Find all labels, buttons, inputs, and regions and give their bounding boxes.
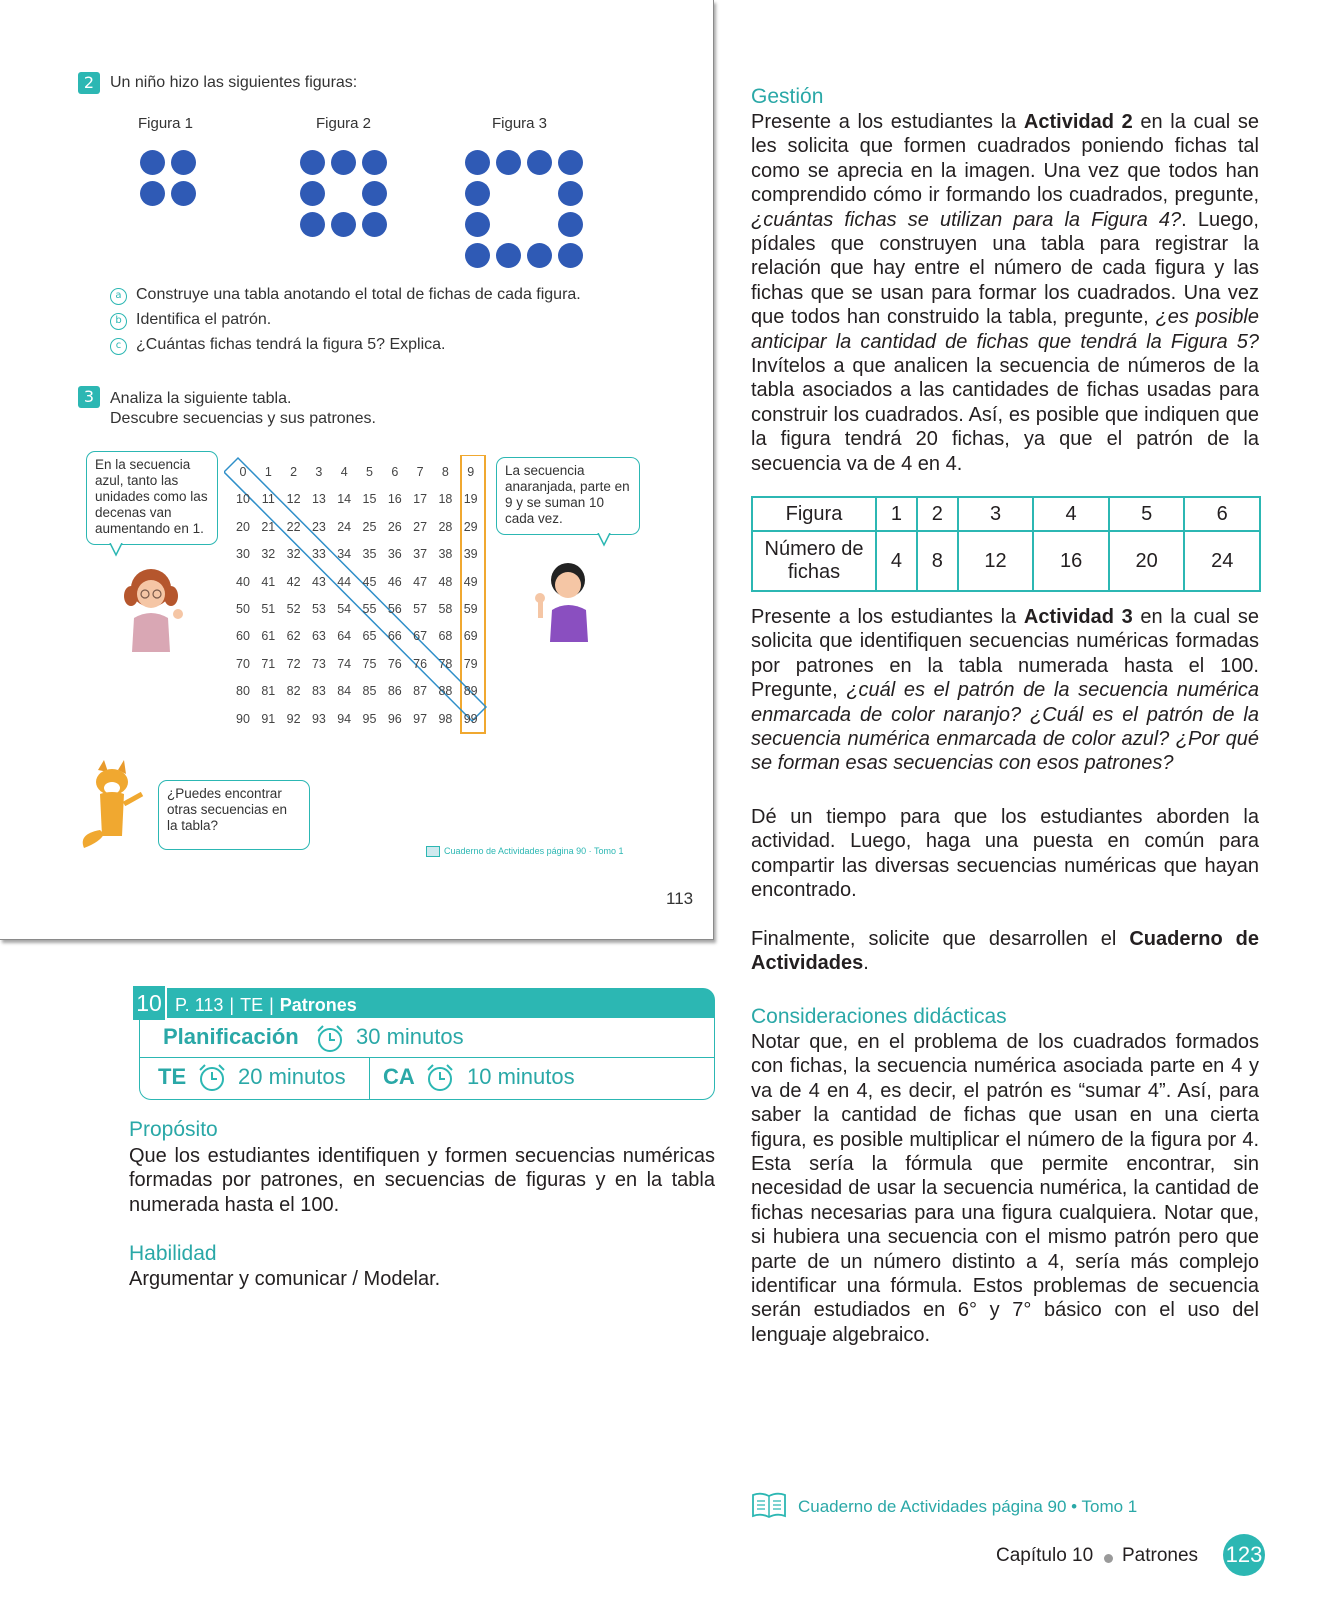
grid-cell: 41	[261, 574, 276, 589]
lesson-te: TE	[240, 995, 264, 1015]
grid-cell: 36	[387, 547, 402, 562]
grid-cell: 6	[391, 465, 399, 479]
option-a-text: Construye una tabla anotando el total de fichas de cada figura.	[136, 286, 581, 303]
grid-cell: 28	[438, 519, 453, 534]
grid-cell: 9	[467, 465, 475, 479]
bubble-tail-right	[596, 533, 616, 547]
grid-cell: 81	[261, 684, 276, 699]
consideraciones-text: Notar que, en el problema de los cuadrados formados con fichas, la secuencia numérica asociada parte en 4 y va de 4 en 4, es decir, el patrón es “sumar 4”. Así, para saber la cantidad de fichas que usan en una cierta figura, es posible multiplicar el número de la figura por 4. Esta sería la fórmula que permite encontrar, sin necesidad de usar la secuencia numérica, la cantidad de fichas necesarias para una figura cualquiera. Notar que, si hubiera una secuencia con el mismo patrón pero que parte de un número distinto a 4, sería más complejo identificar una fórmula. Estos problemas de secuencia serán estudiados en 6° y 7° básico con el uso del lenguaje algebraico.	[751, 1031, 1259, 1346]
proposito-text: Que los estudiantes identifiquen y formen secuencias numéricas formadas por patrones, en secuencias de figuras y en la tabla numerada hasta el 100.	[129, 1145, 715, 1216]
grid-cell: 66	[387, 629, 402, 644]
table-cell: 2	[917, 497, 958, 531]
grid-cell: 87	[413, 684, 428, 699]
table-cell: 20	[1109, 531, 1185, 591]
grid-cell: 58	[438, 602, 453, 616]
grid-cell: 76	[413, 656, 428, 671]
footer-separator-dot	[1104, 1554, 1113, 1563]
figure-2-label: Figura 2	[316, 115, 372, 132]
option-b-marker: b	[110, 313, 127, 330]
figure-dot	[171, 181, 196, 206]
grid-cell: 16	[387, 492, 402, 507]
option-c-marker: c	[110, 338, 127, 355]
grid-cell: 53	[311, 602, 326, 616]
grid-cell: 55	[362, 602, 377, 616]
activity-3-number: 3	[78, 386, 100, 408]
inset-page-number: 113	[666, 889, 694, 908]
boy-illustration	[532, 558, 596, 642]
grid-cell: 24	[337, 519, 352, 534]
option-b-text: Identifica el patrón.	[136, 311, 272, 328]
grid-cell: 96	[387, 711, 402, 726]
gestion-paragraph-4: Finalmente, solicite que desarrollen el Cuaderno de Actividades.	[751, 928, 1259, 975]
grid-cell: 43	[311, 574, 326, 589]
fox-illustration	[78, 760, 148, 850]
ca-label: CA	[383, 1064, 415, 1089]
book-icon	[751, 1492, 787, 1518]
grid-cell: 59	[463, 602, 478, 616]
figure-dot	[558, 150, 583, 175]
figure-dot	[331, 212, 356, 237]
lesson-box-divider	[139, 1057, 715, 1058]
grid-cell: 98	[438, 711, 453, 726]
grid-cell: 61	[261, 629, 276, 644]
activity-3-line2: Descubre secuencias y sus patrones.	[110, 410, 376, 427]
clock-icon	[314, 1024, 346, 1054]
grid-cell: 67	[413, 629, 428, 644]
grid-cell: 63	[311, 629, 326, 644]
grid-cell: 74	[337, 656, 352, 671]
grid-cell: 32	[286, 547, 301, 562]
grid-cell: 88	[438, 684, 453, 699]
grid-cell: 76	[387, 656, 402, 671]
grid-cell: 20	[236, 519, 250, 534]
grid-cell: 19	[463, 492, 478, 507]
grid-cell: 30	[236, 547, 250, 562]
grid-cell: 11	[261, 492, 275, 507]
grid-cell: 86	[387, 684, 402, 699]
grid-cell: 32	[261, 547, 276, 562]
grid-cell: 60	[236, 629, 250, 644]
lesson-header-text: P. 113 | TE | Patrones	[175, 995, 357, 1015]
book-icon	[426, 846, 440, 857]
grid-cell: 99	[463, 711, 478, 726]
table-cell: 1	[876, 497, 917, 531]
grid-cell: 35	[362, 547, 377, 562]
figure-dot	[558, 243, 583, 268]
grid-cell: 17	[413, 492, 428, 507]
te-label: TE	[158, 1064, 187, 1089]
grid-cell: 64	[337, 629, 352, 644]
grid-cell: 12	[286, 492, 301, 507]
table-cell: 3	[958, 497, 1034, 531]
figure-dot	[362, 181, 387, 206]
habilidad-text: Argumentar y comunicar / Modelar.	[129, 1268, 441, 1290]
grid-cell: 52	[286, 602, 301, 616]
grid-cell: 8	[441, 465, 449, 479]
footer-chapter: Capítulo 10	[996, 1545, 1094, 1566]
table-cell: 24	[1184, 531, 1260, 591]
grid-cell: 5	[366, 465, 373, 479]
proposito-heading: Propósito	[129, 1118, 218, 1141]
grid-cell: 29	[463, 519, 478, 534]
grid-cell: 26	[387, 519, 402, 534]
figure-dot	[558, 181, 583, 206]
gestion-paragraph-2: Presente a los estudiantes la Actividad 3 en la cual se solicita que identifiquen secuencias numéricas formadas por patrones en la tabla numerada hasta el 100. Pregunte, ¿cuál es el patrón de la secuencia numérica enmarcada de color naranjo? ¿Cuál es el patrón de la secuencia numérica enmarcada de color azul? ¿Por qué se forman esas secuencias con esos patrones?	[751, 606, 1259, 775]
grid-cell: 92	[286, 711, 301, 726]
grid-cell: 83	[311, 684, 326, 699]
student-page-inset	[0, 0, 714, 940]
grid-cell: 15	[362, 492, 377, 507]
grid-cell: 50	[236, 602, 250, 616]
grid-cell: 40	[236, 574, 250, 589]
grid-cell: 51	[261, 602, 276, 616]
gestion-paragraph-1: Presente a los estudiantes la Actividad 2 en la cual se les solicita que formen cuadrados poniendo fichas tal como se aprecia en la imagen. Una vez que todos han comprendido cómo ir formando los cuadrados, pregunte, ¿cuántas fichas se utilizan para la Figura 4?. Luego, pídales que construyen una tabla para registrar la relación que hay entre el número de cada figura y las fichas que se usan para formar los cuadrados. Una vez que todos han construido la tabla, pregunte, ¿es posible anticipar la cantidad de fichas que tendrá la Figura 5? Invítelos a que analicen la secuencia de números de la tabla asociados a las cantidades de fichas usadas para construir los cuadrados. Así, es posible que indiquen que la figura tendrá 20 fichas, ya que el patrón de la secuencia va de 4 en 4.	[751, 111, 1259, 475]
planificacion-time: 30 minutos	[356, 1024, 464, 1049]
grid-cell: 1	[264, 465, 272, 479]
table-cell: 16	[1033, 531, 1109, 591]
speech-bubble-right: La secuencia anaranjada, parte en 9 y se suman 10 cada vez.	[496, 457, 640, 535]
grid-cell: 45	[362, 574, 377, 589]
figure-dot	[362, 212, 387, 237]
figure-3-label: Figura 3	[492, 115, 548, 132]
grid-cell: 7	[416, 465, 424, 479]
clock-icon	[196, 1063, 228, 1093]
table-cell: 4	[876, 531, 917, 591]
grid-cell: 79	[463, 656, 478, 671]
grid-cell: 68	[438, 629, 453, 644]
grid-cell: 4	[340, 465, 348, 479]
figure-dot	[527, 150, 552, 175]
grid-cell: 69	[463, 629, 478, 644]
bubble-tail-left	[108, 543, 128, 557]
grid-cell: 97	[413, 711, 428, 726]
speech-bubble-left: En la secuencia azul, tanto las unidades como las decenas van aumentando en 1.	[86, 451, 218, 545]
figure-dot	[465, 212, 490, 237]
grid-cell: 56	[387, 602, 402, 616]
grid-cell: 14	[337, 492, 352, 507]
table-cell: 12	[958, 531, 1034, 591]
consideraciones-heading: Consideraciones didácticas	[751, 1005, 1007, 1028]
figure-dot	[300, 150, 325, 175]
figure-1-label: Figura 1	[138, 115, 194, 132]
grid-cell: 34	[337, 547, 352, 562]
activity-2-title: Un niño hizo las siguientes figuras:	[110, 74, 358, 91]
footer-page-number: 123	[1223, 1534, 1265, 1576]
speech-bubble-fox: ¿Puedes encontrar otras secuencias en la tabla?	[158, 780, 310, 850]
grid-cell: 82	[286, 684, 301, 699]
figure-dot	[140, 150, 165, 175]
figure-dot	[465, 150, 490, 175]
lesson-page: P. 113	[175, 995, 224, 1015]
grid-cell: 95	[362, 711, 377, 726]
table-cell: 8	[917, 531, 958, 591]
grid-cell: 10	[236, 492, 250, 507]
lesson-box-vdivider	[369, 1058, 370, 1100]
ca-time: 10 minutos	[467, 1064, 575, 1089]
grid-cell: 37	[413, 547, 428, 562]
cuaderno-ref: Cuaderno de Actividades página 90 • Tomo 1	[798, 1497, 1138, 1516]
option-a-marker: a	[110, 288, 127, 305]
grid-cell: 73	[311, 656, 326, 671]
activity-2-number: 2	[78, 72, 100, 94]
clock-icon	[424, 1063, 456, 1093]
grid-cell: 38	[438, 547, 453, 562]
planificacion-label: Planificación	[163, 1024, 299, 1049]
figure-dot	[465, 181, 490, 206]
grid-cell: 3	[315, 465, 323, 479]
grid-cell: 33	[311, 547, 326, 562]
figure-dot	[558, 212, 583, 237]
grid-cell: 93	[311, 711, 326, 726]
grid-cell: 42	[286, 574, 301, 589]
figure-dot	[140, 181, 165, 206]
figure-dot	[300, 181, 325, 206]
grid-cell: 13	[311, 492, 326, 507]
table-cell: 5	[1109, 497, 1185, 531]
table-row-label: Número de fichas	[752, 531, 876, 591]
figure-dot	[465, 243, 490, 268]
figure-dot	[496, 243, 521, 268]
footer-topic: Patrones	[1122, 1545, 1199, 1566]
figure-dot	[171, 150, 196, 175]
grid-cell: 75	[362, 656, 377, 671]
grid-cell: 54	[337, 602, 352, 616]
gestion-heading: Gestión	[751, 85, 824, 108]
figure-chips-table	[751, 496, 1261, 592]
grid-cell: 85	[362, 684, 377, 699]
grid-cell: 2	[290, 465, 298, 479]
grid-cell: 49	[463, 574, 478, 589]
grid-cell: 94	[337, 711, 352, 726]
grid-cell: 65	[362, 629, 377, 644]
grid-cell: 46	[387, 574, 402, 589]
grid-cell: 72	[286, 656, 301, 671]
grid-cell: 89	[463, 684, 478, 699]
figure-dot	[300, 212, 325, 237]
girl-illustration	[120, 566, 188, 652]
figure-dot	[527, 243, 552, 268]
grid-cell: 27	[413, 519, 428, 534]
grid-cell: 71	[261, 656, 276, 671]
grid-cell: 70	[236, 656, 250, 671]
grid-cell: 18	[438, 492, 453, 507]
table-cell: 6	[1184, 497, 1260, 531]
habilidad-heading: Habilidad	[129, 1242, 217, 1265]
grid-cell: 62	[286, 629, 301, 644]
grid-cell: 48	[438, 574, 453, 589]
grid-cell: 80	[236, 684, 250, 699]
lesson-number: 10	[131, 984, 167, 1022]
grid-cell: 0	[239, 465, 247, 479]
activity-3-line1: Analiza la siguiente tabla.	[110, 390, 292, 407]
grid-cell: 21	[261, 519, 276, 534]
gestion-paragraph-3: Dé un tiempo para que los estudiantes aborden la actividad. Luego, haga una puesta en común para compartir las diversas secuencias numéricas que hayan encontrado.	[751, 806, 1259, 902]
table-cell: 4	[1033, 497, 1109, 531]
grid-cell: 91	[261, 711, 276, 726]
grid-cell: 78	[438, 656, 453, 671]
grid-cell: 23	[311, 519, 326, 534]
grid-cell: 90	[236, 711, 250, 726]
grid-cell: 47	[413, 574, 428, 589]
grid-cell: 25	[362, 519, 377, 534]
grid-cell: 44	[337, 574, 352, 589]
lesson-topic: Patrones	[279, 995, 357, 1015]
table-row-label: Figura	[752, 497, 876, 531]
grid-cell: 22	[286, 519, 301, 534]
grid-cell: 84	[337, 684, 352, 699]
figure-dot	[331, 150, 356, 175]
grid-cell: 39	[463, 547, 478, 562]
figure-dot	[496, 150, 521, 175]
option-c-text: ¿Cuántas fichas tendrá la figura 5? Explica.	[136, 336, 446, 353]
inset-cuaderno-ref: Cuaderno de Actividades página 90 · Tomo 1	[444, 846, 624, 856]
figure-dot	[362, 150, 387, 175]
te-time: 20 minutos	[238, 1064, 346, 1089]
grid-cell: 57	[413, 602, 428, 616]
